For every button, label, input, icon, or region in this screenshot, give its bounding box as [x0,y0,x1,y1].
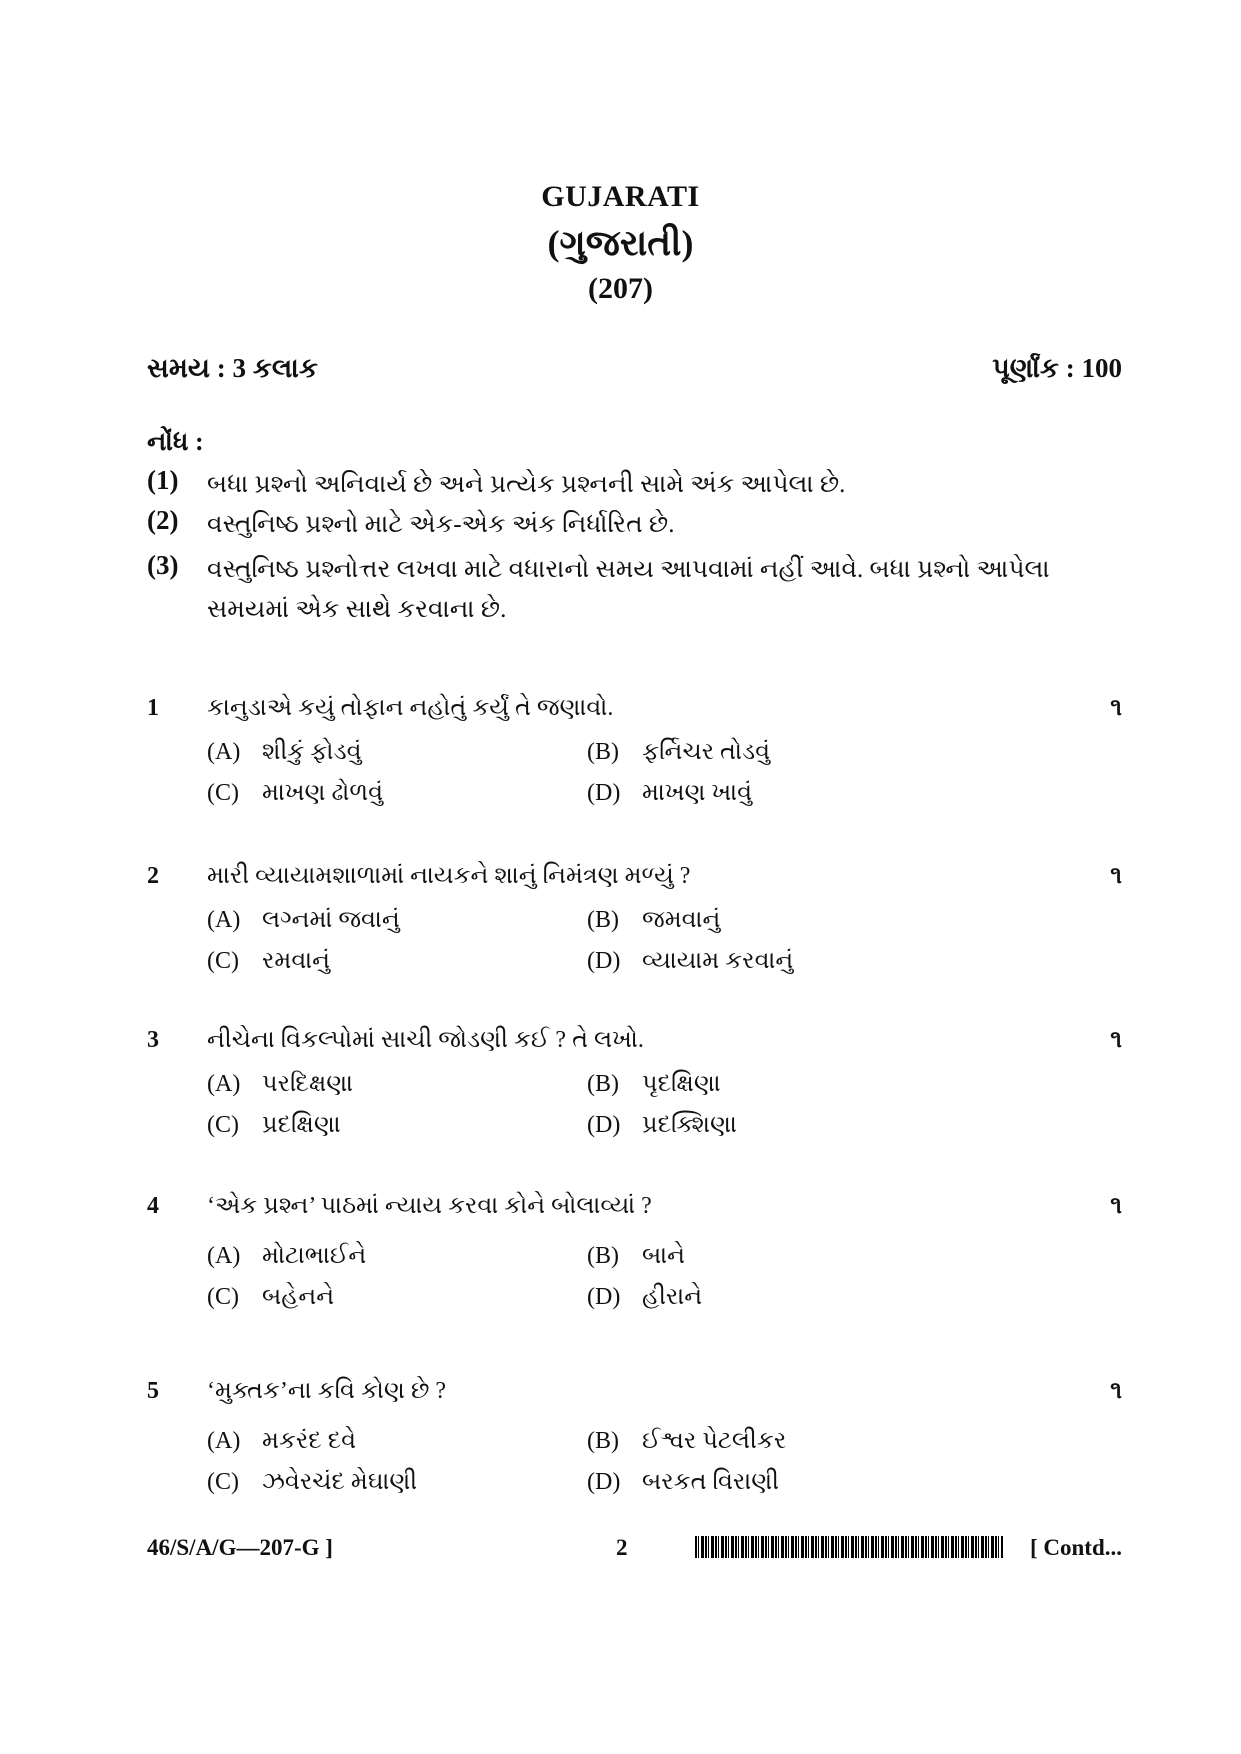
subject-title-gujarati: (ગુજરાતી) [547,223,694,263]
option-a [207,1071,587,1112]
question-marks: ૧ [1110,695,1122,721]
question-number: 1 [147,695,159,721]
page-number: 2 [616,1535,628,1560]
option-label: (C) [207,1112,239,1138]
option-text: બરકત વિરાણી [642,1469,779,1495]
option-label: (C) [207,780,239,806]
option-c [207,1469,587,1510]
option-text: પૃદક્ષિણા [642,1071,721,1097]
option-b [587,1243,987,1284]
option-c [207,1112,587,1153]
option-label: (A) [207,739,241,765]
option-c [207,780,587,821]
note-text: બધા પ્રશ્નો અનિવાર્ય છે અને પ્રત્યેક પ્રશ્નની સામે અંક આપેલા છે. [207,471,846,498]
option-text: માખણ ઢોળવું [262,780,384,806]
question-number: 2 [147,863,159,889]
option-b [587,907,987,948]
question-number: 4 [147,1193,159,1219]
time-allowed: સમય : 3 કલાક [147,353,318,383]
notes-heading: નોંધ : [147,427,204,456]
option-text: લગ્નમાં જવાનું [262,907,400,933]
option-b [587,1071,987,1112]
option-c [207,1284,587,1325]
option-c [207,948,587,989]
option-b [587,739,987,780]
paper-code: 46/S/A/G—207-G ] [147,1535,333,1560]
option-text: ફર્નિચર તોડવું [642,739,771,765]
question-text: ‘મુક્તક’ના કવિ કોણ છે ? [207,1378,447,1404]
option-label: (B) [587,1428,619,1454]
option-d [587,1112,987,1153]
option-label: (C) [207,1469,239,1495]
continued-label: [ Contd... [1029,1535,1122,1560]
question-text: ‘એક પ્રશ્ન’ પાઠમાં ન્યાય કરવા કોને બોલાવ્યાં ? [207,1193,652,1219]
option-text: જમવાનું [642,907,721,933]
option-a [207,907,587,948]
question-4 [147,1193,1122,1325]
note-item [147,505,1127,545]
option-text: બાને [642,1243,686,1269]
option-label: (A) [207,1071,241,1097]
option-label: (B) [587,907,619,933]
question-3 [147,1027,1122,1153]
note-item [147,550,1127,630]
option-label: (A) [207,907,241,933]
option-text: માખણ ખાવું [642,780,753,806]
note-item [147,465,1127,505]
option-text: મોટાભાઈને [262,1243,367,1269]
option-d [587,948,987,989]
option-d [587,1469,987,1510]
option-label: (D) [587,1469,621,1495]
question-5 [147,1378,1122,1510]
option-text: પરદિક્ષણા [262,1071,354,1097]
question-marks: ૧ [1110,1378,1122,1404]
question-marks: ૧ [1110,863,1122,889]
option-label: (A) [207,1428,241,1454]
option-text: ઈશ્વર પેટલીકર [642,1428,787,1454]
max-marks: પૂર્ણાંક : 100 [992,353,1122,383]
note-text: વસ્તુનિષ્ઠ પ્રશ્નો માટે એક-એક અંક નિર્ધારિત છે. [207,511,675,538]
option-d [587,1284,987,1325]
question-number: 3 [147,1027,159,1053]
option-text: ઝવેરચંદ મેઘાણી [262,1469,418,1495]
option-label: (D) [587,780,621,806]
option-b [587,1428,987,1469]
option-text: પ્રદક્શિણા [642,1112,737,1138]
question-text: નીચેના વિકલ્પોમાં સાચી જોડણી કઈ ? તે લખો. [207,1027,644,1053]
option-label: (D) [587,948,621,974]
option-text: વ્યાયામ કરવાનું [642,948,794,974]
option-label: (B) [587,739,619,765]
option-text: હીરાને [642,1284,703,1310]
question-marks: ૧ [1110,1193,1122,1219]
option-label: (B) [587,1243,619,1269]
question-text: કાનુડાએ કયું તોફાન નહોતું કર્યું તે જણાવો. [207,695,614,721]
option-label: (C) [207,1284,239,1310]
subject-title-english: GUJARATI [541,180,700,213]
subject-code: (207) [588,272,653,305]
option-a [207,739,587,780]
option-label: (C) [207,948,239,974]
barcode-image [695,1536,1003,1558]
note-number: (3) [147,550,179,580]
option-a [207,1428,587,1469]
note-number: (2) [147,505,179,535]
note-number: (1) [147,465,179,495]
question-text: મારી વ્યાયામશાળામાં નાયકને શાનું નિમંત્રણ મળ્યું ? [207,863,691,889]
option-label: (B) [587,1071,619,1097]
option-text: બહેનને [262,1284,335,1310]
option-d [587,780,987,821]
note-text: વસ્તુનિષ્ઠ પ્રશ્નોત્તર લખવા માટે વધારાનો સમય આપવામાં નહીં આવે. બધા પ્રશ્નો આપેલા સમયમાં એક સાથે કરવાના છે. [207,556,1050,623]
question-number: 5 [147,1378,159,1404]
option-label: (D) [587,1112,621,1138]
option-text: મકરંદ દવે [262,1428,357,1454]
option-text: રમવાનું [262,948,331,974]
option-label: (A) [207,1243,241,1269]
option-text: શીકું ફોડવું [262,739,362,765]
option-a [207,1243,587,1284]
question-1 [147,695,1122,821]
option-label: (D) [587,1284,621,1310]
option-text: પ્રદક્ષિણા [262,1112,341,1138]
question-marks: ૧ [1110,1027,1122,1053]
question-2 [147,863,1122,989]
